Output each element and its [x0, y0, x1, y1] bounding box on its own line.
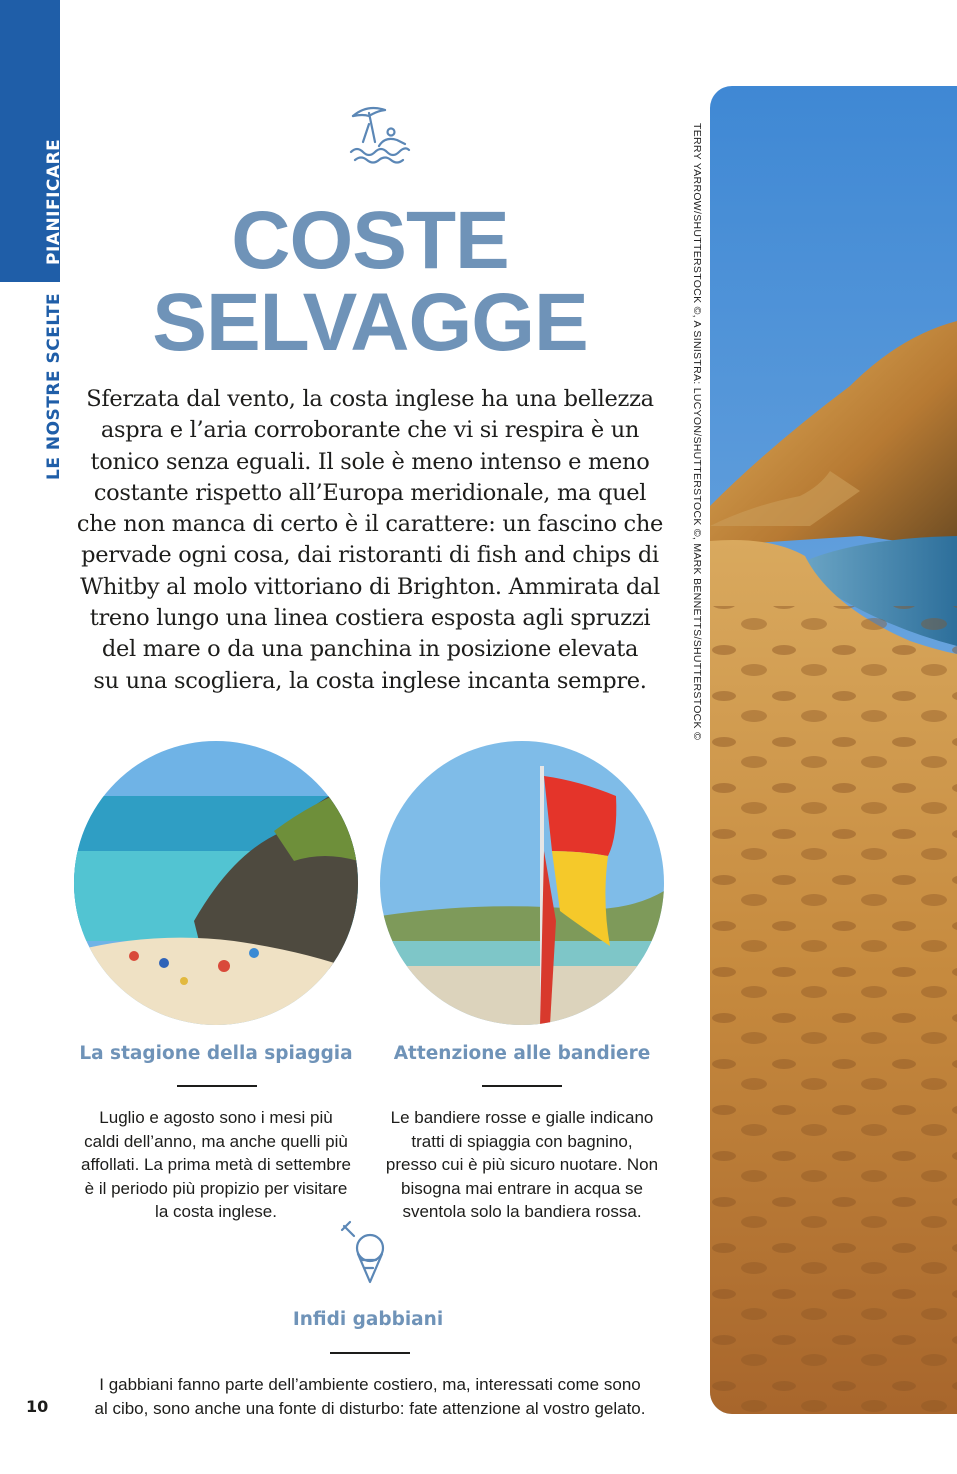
- feature-divider: [482, 1085, 562, 1087]
- page-number: 10: [26, 1397, 49, 1416]
- feature-line: al cibo, sono anche una fonte di disturbo: fate attenzione al vostro gelato.: [94, 1398, 646, 1418]
- intro-line: costante rispetto all’Europa meridionale, ma quel: [93, 479, 647, 506]
- intro-line: su una scogliera, la costa inglese incanta sempre.: [93, 667, 647, 694]
- feature-text-seagulls: [70, 1373, 670, 1420]
- intro-line: tonico senza eguali. Il sole è meno intenso e meno: [90, 448, 650, 475]
- intro-line: aspra e l’aria corroborante che vi si respira è un: [100, 417, 640, 444]
- feature-text-flags: [372, 1106, 672, 1224]
- feature-text-beach-season: [66, 1106, 366, 1224]
- intro-line: Sferzata dal vento, la costa inglese ha una bellezza: [86, 386, 654, 412]
- intro-paragraph: [62, 384, 678, 697]
- photo-credit: TERRY YARROW/SHUTTERSTOCK ©, A SINISTRA: LUCYON/SHUTTERSTOCK ©, MARK BENNETTS/SHUTTERSTOCK ©: [691, 123, 703, 741]
- ice-cream-cone-icon: [340, 1220, 390, 1286]
- feature-line: tratti di spiaggia con bagnino,: [411, 1131, 633, 1151]
- feature-divider: [330, 1352, 410, 1354]
- feature-line: Le bandiere rosse e gialle indicano: [390, 1108, 654, 1127]
- section-tab-label: PIANIFICARE: [44, 138, 64, 265]
- feature-line: Luglio e agosto sono i mesi più: [99, 1108, 333, 1127]
- lifeguard-flag-photo: [380, 741, 664, 1025]
- feature-line: bisogna mai entrare in acqua se: [401, 1178, 643, 1198]
- intro-line: Whitby al molo vittoriano di Brighton. Ammirata dal: [80, 573, 660, 600]
- beach-cliff-photo: [710, 86, 957, 1414]
- intro-line: pervade ogni cosa, dai ristoranti di fish and chips di: [81, 542, 659, 569]
- feature-line: è il periodo più propizio per visitare: [84, 1178, 348, 1198]
- intro-line: treno lungo una linea costiera esposta agli spruzzi: [89, 605, 651, 632]
- feature-line: affollati. La prima metà di settembre: [81, 1155, 351, 1175]
- feature-line: la costa inglese.: [155, 1202, 277, 1222]
- beach-crowd-photo: [74, 741, 358, 1025]
- feature-line: sventola solo la bandiera rossa.: [402, 1202, 642, 1222]
- page-title-line-2: SELVAGGE: [152, 277, 588, 368]
- feature-line: I gabbiani fanno parte dell’ambiente costiero, ma, interessati come sono: [99, 1375, 641, 1394]
- beach-umbrella-swimmer-icon: [347, 102, 413, 168]
- feature-divider: [177, 1085, 257, 1087]
- feature-line: presso cui è più sicuro nuotare. Non: [385, 1155, 659, 1175]
- section-side-label: LE NOSTRE SCELTE: [44, 292, 64, 480]
- page-title-line-1: COSTE: [231, 195, 509, 286]
- feature-title-flags: Attenzione alle bandiere: [393, 1043, 651, 1064]
- feature-line: caldi dell’anno, ma anche quelli più: [84, 1131, 348, 1151]
- intro-line: che non manca di certo è il carattere: un fascino che: [76, 511, 664, 538]
- feature-title-beach-season: La stagione della spiaggia: [79, 1043, 353, 1064]
- intro-line: del mare o da una panchina in posizione elevata: [101, 636, 639, 663]
- feature-title-seagulls: Infidi gabbiani: [292, 1309, 444, 1330]
